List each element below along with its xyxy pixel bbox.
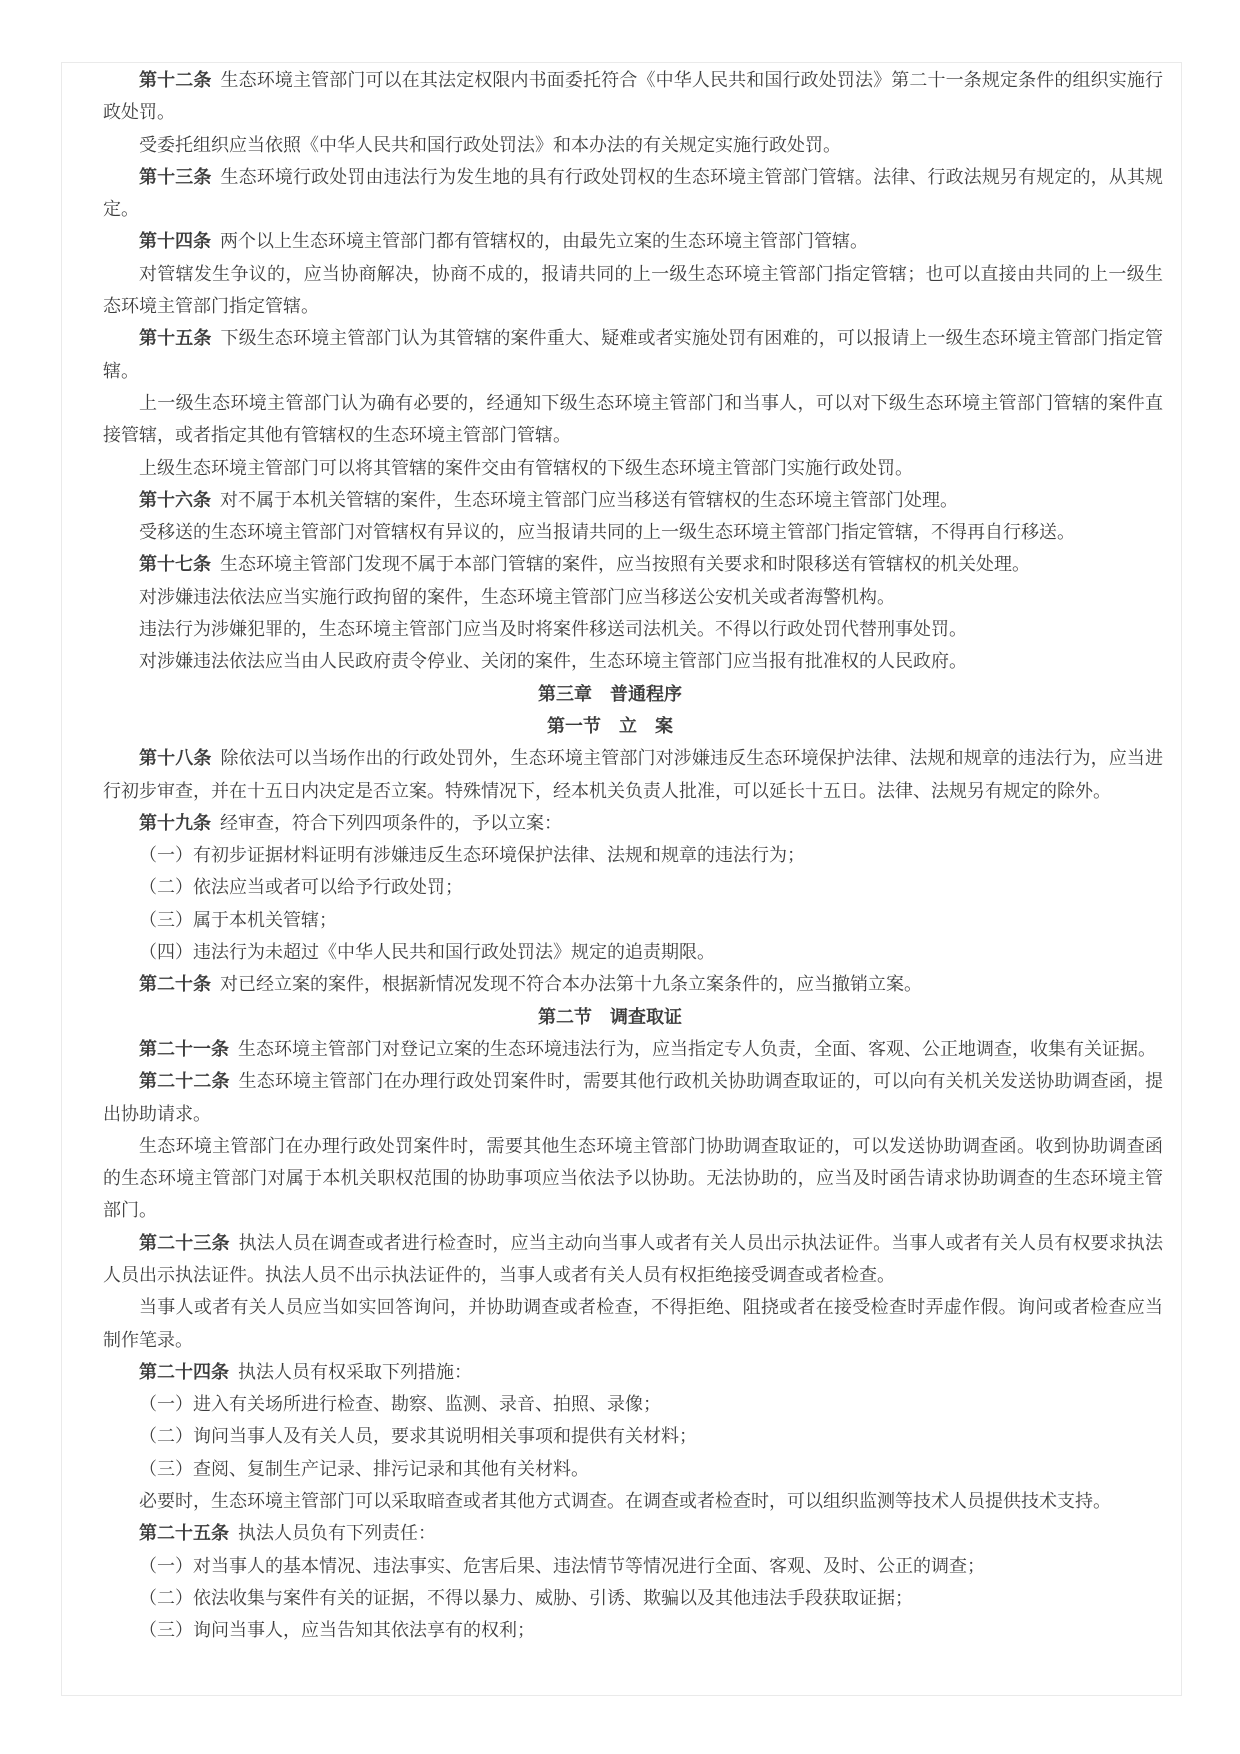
paragraph-text: 生态环境主管部门在办理行政处罚案件时，需要其他行政机关协助调查取证的，可以向有关机关发送协助调查函，提出协助请求。 <box>103 1071 1163 1124</box>
article-paragraph <box>103 1065 1163 1130</box>
section-heading <box>103 710 1117 742</box>
article-paragraph <box>103 548 1163 580</box>
chapter-heading <box>103 678 1117 710</box>
article-paragraph <box>103 1517 1163 1549</box>
paragraph-text: （三）询问当事人，应当告知其依法享有的权利； <box>139 1620 535 1641</box>
article-paragraph <box>103 1227 1163 1292</box>
article-number: 第十五条 <box>139 328 212 349</box>
paragraph-text: 第一节 立 案 <box>547 715 673 736</box>
list-item-paragraph <box>103 936 1163 968</box>
paragraph-text: （一）对当事人的基本情况、违法事实、危害后果、违法情节等情况进行全面、客观、及时、公正的调查； <box>139 1555 985 1576</box>
article-paragraph <box>103 322 1163 387</box>
article-paragraph <box>103 64 1163 129</box>
body-paragraph <box>103 645 1163 677</box>
article-paragraph <box>103 225 1163 257</box>
paragraph-text: 生态环境主管部门发现不属于本部门管辖的案件，应当按照有关要求和时限移送有管辖权的机关处理。 <box>220 554 1030 575</box>
paragraph-text: 第二节 调查取证 <box>538 1006 682 1027</box>
body-paragraph <box>103 1485 1163 1517</box>
list-item-paragraph <box>103 1614 1163 1646</box>
article-number: 第十二条 <box>139 70 212 90</box>
paragraph-text: 对已经立案的案件，根据新情况发现不符合本办法第十九条立案条件的，应当撤销立案。 <box>220 974 922 995</box>
section-heading <box>103 1001 1117 1033</box>
list-item-paragraph <box>103 1420 1163 1452</box>
article-number: 第十九条 <box>139 812 211 833</box>
paragraph-text: （二）依法应当或者可以给予行政处罚； <box>139 877 463 898</box>
paragraph-text: （三）属于本机关管辖； <box>139 909 337 930</box>
document-page <box>61 62 1182 1696</box>
article-number: 第二十条 <box>139 974 211 995</box>
article-paragraph <box>103 1356 1163 1388</box>
article-paragraph <box>103 742 1163 807</box>
paragraph-text: 下级生态环境主管部门认为其管辖的案件重大、疑难或者实施处罚有困难的，可以报请上一级生态环境主管部门指定管辖。 <box>103 328 1164 381</box>
article-paragraph <box>103 968 1163 1000</box>
body-paragraph <box>103 613 1163 645</box>
paragraph-text: 执法人员负有下列责任： <box>238 1523 436 1544</box>
paragraph-text: 生态环境主管部门可以在其法定权限内书面委托符合《中华人民共和国行政处罚法》第二十一条规定条件的组织实施行政处罚。 <box>103 70 1164 123</box>
body-paragraph <box>103 516 1163 548</box>
article-number: 第十六条 <box>139 489 211 510</box>
paragraph-text: （三）查阅、复制生产记录、排污记录和其他有关材料。 <box>139 1458 589 1479</box>
list-item-paragraph <box>103 904 1163 936</box>
body-paragraph <box>103 129 1163 161</box>
paragraph-text: 受移送的生态环境主管部门对管辖权有异议的，应当报请共同的上一级生态环境主管部门指定管辖，不得再自行移送。 <box>139 522 1075 543</box>
article-number: 第二十五条 <box>139 1523 229 1544</box>
paragraph-text: （四）违法行为未超过《中华人民共和国行政处罚法》规定的追责期限。 <box>139 942 715 963</box>
article-number: 第二十一条 <box>139 1038 229 1059</box>
article-number: 第二十二条 <box>139 1071 230 1092</box>
article-paragraph <box>103 161 1163 226</box>
paragraph-text: 受委托组织应当依照《中华人民共和国行政处罚法》和本办法的有关规定实施行政处罚。 <box>139 134 841 155</box>
body-paragraph <box>103 258 1163 323</box>
paragraph-text: 执法人员在调查或者进行检查时，应当主动向当事人或者有关人员出示执法证件。当事人或者有关人员有权要求执法人员出示执法证件。执法人员不出示执法证件的，当事人或者有关人员有权拒绝接受调查或者检查。 <box>103 1232 1163 1285</box>
article-number: 第十七条 <box>139 554 211 575</box>
article-paragraph <box>103 1033 1163 1065</box>
body-paragraph <box>103 581 1163 613</box>
list-item-paragraph <box>103 839 1163 871</box>
paragraph-text: 上级生态环境主管部门可以将其管辖的案件交由有管辖权的下级生态环境主管部门实施行政处罚。 <box>139 457 913 478</box>
article-paragraph <box>103 484 1163 516</box>
article-number: 第十八条 <box>139 748 212 769</box>
article-number: 第二十三条 <box>139 1232 230 1253</box>
paragraph-text: 对管辖发生争议的，应当协商解决，协商不成的，报请共同的上一级生态环境主管部门指定管辖；也可以直接由共同的上一级生态环境主管部门指定管辖。 <box>103 263 1163 317</box>
body-paragraph <box>103 452 1163 484</box>
paragraph-text: 违法行为涉嫌犯罪的，生态环境主管部门应当及时将案件移送司法机关。不得以行政处罚代替刑事处罚。 <box>139 619 967 640</box>
body-paragraph <box>103 1130 1163 1227</box>
paragraph-text: 两个以上生态环境主管部门都有管辖权的，由最先立案的生态环境主管部门管辖。 <box>220 231 868 252</box>
list-item-paragraph <box>103 1550 1163 1582</box>
article-number: 第十三条 <box>139 166 212 187</box>
paragraph-text: 上一级生态环境主管部门认为确有必要的，经通知下级生态环境主管部门和当事人，可以对下级生态环境主管部门管辖的案件直接管辖，或者指定其他有管辖权的生态环境主管部门管辖。 <box>103 392 1163 446</box>
paragraph-text: 生态环境主管部门对登记立案的生态环境违法行为，应当指定专人负责，全面、客观、公正地调查，收集有关证据。 <box>238 1038 1156 1059</box>
list-item-paragraph <box>103 1453 1163 1485</box>
paragraph-text: 对涉嫌违法依法应当由人民政府责令停业、关闭的案件，生态环境主管部门应当报有批准权的人民政府。 <box>139 651 967 672</box>
list-item-paragraph <box>103 871 1163 903</box>
paragraph-text: （一）进入有关场所进行检查、勘察、监测、录音、拍照、录像； <box>139 1394 661 1415</box>
paragraph-text: 对不属于本机关管辖的案件，生态环境主管部门应当移送有管辖权的生态环境主管部门处理。 <box>220 489 958 510</box>
body-paragraph <box>103 387 1163 452</box>
paragraph-text: 当事人或者有关人员应当如实回答询问，并协助调查或者检查，不得拒绝、阻挠或者在接受检查时弄虚作假。询问或者检查应当制作笔录。 <box>103 1297 1163 1350</box>
list-item-paragraph <box>103 1388 1163 1420</box>
article-paragraph <box>103 807 1163 839</box>
paragraph-text: 除依法可以当场作出的行政处罚外，生态环境主管部门对涉嫌违反生态环境保护法律、法规和规章的违法行为，应当进行初步审查，并在十五日内决定是否立案。特殊情况下，经本机关负责人批准，可以延长十五日。法律、法规另有规定的除外。 <box>103 748 1164 801</box>
body-paragraph <box>103 1291 1163 1356</box>
paragraph-text: （二）依法收集与案件有关的证据，不得以暴力、威胁、引诱、欺骗以及其他违法手段获取证据； <box>139 1587 913 1608</box>
paragraph-text: 生态环境主管部门在办理行政处罚案件时，需要其他生态环境主管部门协助调查取证的，可以发送协助调查函。收到协助调查函的生态环境主管部门对属于本机关职权范围的协助事项应当依法予以协助。无法协助的，应当及时函告请求协助调查的生态环境主管部门。 <box>103 1135 1163 1221</box>
paragraph-text: 必要时，生态环境主管部门可以采取暗查或者其他方式调查。在调查或者检查时，可以组织监测等技术人员提供技术支持。 <box>139 1491 1111 1512</box>
article-number: 第二十四条 <box>139 1361 229 1382</box>
paragraph-text: 生态环境行政处罚由违法行为发生地的具有行政处罚权的生态环境主管部门管辖。法律、行政法规另有规定的，从其规定。 <box>103 166 1164 220</box>
paragraph-text: 执法人员有权采取下列措施： <box>238 1361 472 1382</box>
paragraph-text: 对涉嫌违法依法应当实施行政拘留的案件，生态环境主管部门应当移送公安机关或者海警机构。 <box>139 586 895 607</box>
paragraph-text: 第三章 普通程序 <box>538 683 682 704</box>
paragraph-text: （二）询问当事人及有关人员，要求其说明相关事项和提供有关材料； <box>139 1426 697 1447</box>
paragraph-text: 经审查，符合下列四项条件的，予以立案： <box>220 812 562 833</box>
article-number: 第十四条 <box>139 231 211 252</box>
paragraph-text: （一）有初步证据材料证明有涉嫌违反生态环境保护法律、法规和规章的违法行为； <box>139 845 805 866</box>
list-item-paragraph <box>103 1582 1163 1614</box>
